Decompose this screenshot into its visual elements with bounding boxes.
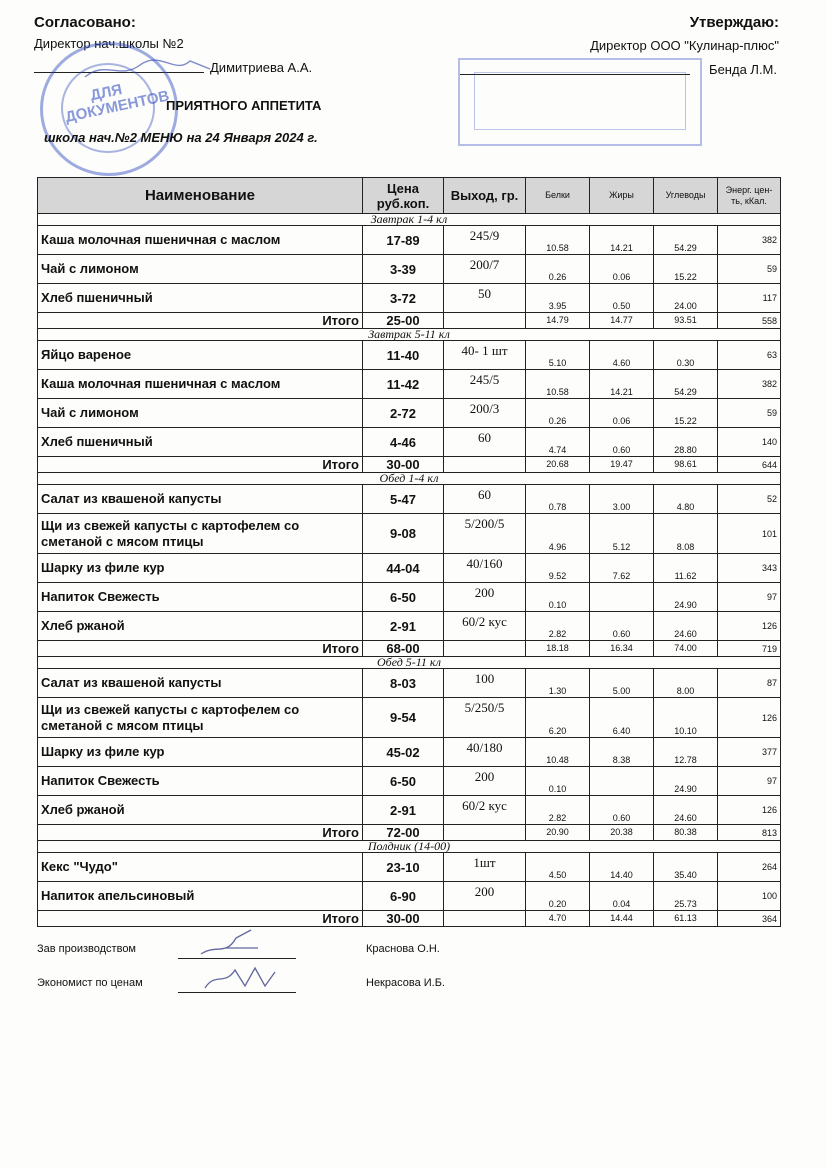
dish-name: Щи из свежей капусты с картофелем со сметаной с мясом птицы bbox=[38, 698, 363, 738]
dish-price: 9-08 bbox=[363, 514, 444, 554]
total-protein: 18.18 bbox=[526, 641, 590, 657]
dish-kcal: 97 bbox=[718, 767, 781, 796]
total-output-empty bbox=[444, 641, 526, 657]
total-fat: 14.44 bbox=[590, 911, 654, 927]
dish-kcal: 87 bbox=[718, 669, 781, 698]
dish-output: 40- 1 шт bbox=[444, 341, 526, 370]
dish-kcal: 101 bbox=[718, 514, 781, 554]
signature-mark bbox=[80, 55, 220, 83]
total-output-empty bbox=[444, 457, 526, 473]
dish-output: 245/9 bbox=[444, 226, 526, 255]
dish-price: 6-50 bbox=[363, 583, 444, 612]
dish-protein: 2.82 bbox=[526, 612, 590, 641]
dish-carbs: 11.62 bbox=[654, 554, 718, 583]
dish-fat: 4.60 bbox=[590, 341, 654, 370]
table-row bbox=[38, 226, 781, 255]
dish-kcal: 100 bbox=[718, 882, 781, 911]
dish-price: 3-72 bbox=[363, 284, 444, 313]
dish-carbs: 54.29 bbox=[654, 226, 718, 255]
table-row bbox=[38, 767, 781, 796]
col-price: Цена руб.коп. bbox=[363, 178, 444, 214]
dish-price: 11-40 bbox=[363, 341, 444, 370]
dish-carbs: 25.73 bbox=[654, 882, 718, 911]
dish-carbs: 4.80 bbox=[654, 485, 718, 514]
dish-output: 100 bbox=[444, 669, 526, 698]
table-row bbox=[38, 882, 781, 911]
dish-fat bbox=[590, 583, 654, 612]
dish-price: 2-91 bbox=[363, 796, 444, 825]
section-title: Завтрак 1-4 кл bbox=[38, 214, 781, 226]
production-label: Зав производством bbox=[37, 943, 136, 955]
total-label: Итого bbox=[38, 457, 363, 473]
dish-protein: 0.26 bbox=[526, 255, 590, 284]
dish-fat: 5.12 bbox=[590, 514, 654, 554]
dish-price: 9-54 bbox=[363, 698, 444, 738]
dish-output: 60 bbox=[444, 485, 526, 514]
dish-output: 1шт bbox=[444, 853, 526, 882]
dish-output: 200 bbox=[444, 767, 526, 796]
dish-name: Кекс "Чудо" bbox=[38, 853, 363, 882]
total-protein: 4.70 bbox=[526, 911, 590, 927]
dish-name: Салат из квашеной капусты bbox=[38, 485, 363, 514]
dish-carbs: 24.90 bbox=[654, 767, 718, 796]
dish-price: 11-42 bbox=[363, 370, 444, 399]
section-title: Завтрак 5-11 кл bbox=[38, 329, 781, 341]
total-output-empty bbox=[444, 911, 526, 927]
total-price: 25-00 bbox=[363, 313, 444, 329]
dish-protein: 4.74 bbox=[526, 428, 590, 457]
dish-fat: 0.06 bbox=[590, 399, 654, 428]
dish-name: Шарку из филе кур bbox=[38, 554, 363, 583]
total-protein: 20.68 bbox=[526, 457, 590, 473]
dish-kcal: 126 bbox=[718, 796, 781, 825]
dish-carbs: 15.22 bbox=[654, 399, 718, 428]
confirm-position: Директор ООО "Кулинар-плюс" bbox=[590, 38, 779, 53]
col-fat: Жиры bbox=[590, 178, 654, 214]
dish-protein: 0.10 bbox=[526, 583, 590, 612]
dish-carbs: 0.30 bbox=[654, 341, 718, 370]
table-row bbox=[38, 669, 781, 698]
total-price: 72-00 bbox=[363, 825, 444, 841]
col-output: Выход, гр. bbox=[444, 178, 526, 214]
total-protein: 14.79 bbox=[526, 313, 590, 329]
dish-carbs: 12.78 bbox=[654, 738, 718, 767]
economist-name: Некрасова И.Б. bbox=[366, 977, 445, 989]
dish-name: Хлеб ржаной bbox=[38, 796, 363, 825]
total-label: Итого bbox=[38, 313, 363, 329]
table-row bbox=[38, 485, 781, 514]
dish-name: Щи из свежей капусты с картофелем со сметаной с мясом птицы bbox=[38, 514, 363, 554]
total-fat: 16.34 bbox=[590, 641, 654, 657]
dish-protein: 4.96 bbox=[526, 514, 590, 554]
dish-output: 5/200/5 bbox=[444, 514, 526, 554]
table-row bbox=[38, 284, 781, 313]
dish-kcal: 377 bbox=[718, 738, 781, 767]
confirm-name: Бенда Л.М. bbox=[709, 62, 777, 77]
production-name: Краснова О.Н. bbox=[366, 943, 440, 955]
dish-fat: 14.21 bbox=[590, 370, 654, 399]
economist-label: Экономист по ценам bbox=[37, 977, 143, 989]
table-row bbox=[38, 796, 781, 825]
section-row bbox=[38, 329, 781, 341]
dish-fat: 5.00 bbox=[590, 669, 654, 698]
dish-fat: 6.40 bbox=[590, 698, 654, 738]
dish-fat: 0.60 bbox=[590, 796, 654, 825]
total-output-empty bbox=[444, 825, 526, 841]
total-price: 30-00 bbox=[363, 911, 444, 927]
table-row bbox=[38, 583, 781, 612]
total-kcal: 644 bbox=[718, 457, 781, 473]
bon-appetit: ПРИЯТНОГО АППЕТИТА bbox=[166, 98, 322, 113]
total-kcal: 364 bbox=[718, 911, 781, 927]
col-carbs: Углеводы bbox=[654, 178, 718, 214]
dish-fat: 14.21 bbox=[590, 226, 654, 255]
dish-kcal: 63 bbox=[718, 341, 781, 370]
dish-fat: 8.38 bbox=[590, 738, 654, 767]
dish-kcal: 343 bbox=[718, 554, 781, 583]
total-price: 68-00 bbox=[363, 641, 444, 657]
dish-price: 6-50 bbox=[363, 767, 444, 796]
dish-carbs: 15.22 bbox=[654, 255, 718, 284]
dish-kcal: 97 bbox=[718, 583, 781, 612]
dish-protein: 0.26 bbox=[526, 399, 590, 428]
economist-signature bbox=[200, 962, 280, 992]
total-fat: 20.38 bbox=[590, 825, 654, 841]
dish-output: 40/180 bbox=[444, 738, 526, 767]
dish-name: Напиток Свежесть bbox=[38, 583, 363, 612]
dish-carbs: 35.40 bbox=[654, 853, 718, 882]
total-output-empty bbox=[444, 313, 526, 329]
dish-protein: 1.30 bbox=[526, 669, 590, 698]
dish-output: 5/250/5 bbox=[444, 698, 526, 738]
col-name: Наименование bbox=[38, 178, 363, 214]
total-label: Итого bbox=[38, 641, 363, 657]
total-fat: 14.77 bbox=[590, 313, 654, 329]
dish-fat: 7.62 bbox=[590, 554, 654, 583]
menu-title: школа нач.№2 МЕНЮ на 24 Января 2024 г. bbox=[44, 130, 318, 145]
dish-output: 40/160 bbox=[444, 554, 526, 583]
dish-price: 17-89 bbox=[363, 226, 444, 255]
dish-kcal: 382 bbox=[718, 226, 781, 255]
rect-stamp bbox=[458, 58, 702, 146]
dish-fat: 0.06 bbox=[590, 255, 654, 284]
total-carbs: 61.13 bbox=[654, 911, 718, 927]
dish-fat: 0.50 bbox=[590, 284, 654, 313]
dish-carbs: 24.60 bbox=[654, 796, 718, 825]
section-row bbox=[38, 214, 781, 226]
dish-fat: 0.60 bbox=[590, 612, 654, 641]
dish-output: 50 bbox=[444, 284, 526, 313]
total-row bbox=[38, 911, 781, 927]
dish-protein: 0.20 bbox=[526, 882, 590, 911]
table-row bbox=[38, 341, 781, 370]
total-carbs: 98.61 bbox=[654, 457, 718, 473]
production-signature bbox=[196, 926, 266, 958]
section-title: Обед 5-11 кл bbox=[38, 657, 781, 669]
total-carbs: 80.38 bbox=[654, 825, 718, 841]
dish-protein: 9.52 bbox=[526, 554, 590, 583]
dish-price: 2-72 bbox=[363, 399, 444, 428]
dish-kcal: 264 bbox=[718, 853, 781, 882]
table-header-row bbox=[38, 178, 781, 214]
dish-kcal: 382 bbox=[718, 370, 781, 399]
menu-table bbox=[37, 177, 781, 927]
col-energy: Энерг. цен-ть, кКал. bbox=[718, 178, 781, 214]
total-label: Итого bbox=[38, 825, 363, 841]
dish-name: Салат из квашеной капусты bbox=[38, 669, 363, 698]
confirm-title: Утверждаю: bbox=[689, 14, 779, 31]
total-kcal: 719 bbox=[718, 641, 781, 657]
dish-name: Напиток апельсиновый bbox=[38, 882, 363, 911]
dish-price: 5-47 bbox=[363, 485, 444, 514]
round-stamp-text: ДЛЯ ДОКУМЕНТОВ bbox=[63, 81, 171, 127]
table-row bbox=[38, 399, 781, 428]
dish-price: 23-10 bbox=[363, 853, 444, 882]
dish-price: 44-04 bbox=[363, 554, 444, 583]
dish-name: Чай с лимоном bbox=[38, 255, 363, 284]
table-row bbox=[38, 428, 781, 457]
table-row bbox=[38, 853, 781, 882]
dish-fat: 3.00 bbox=[590, 485, 654, 514]
dish-output: 60/2 кус bbox=[444, 612, 526, 641]
total-carbs: 93.51 bbox=[654, 313, 718, 329]
approved-position: Директор нач.школы №2 bbox=[34, 36, 184, 51]
table-row bbox=[38, 612, 781, 641]
dish-fat: 0.60 bbox=[590, 428, 654, 457]
dish-carbs: 24.00 bbox=[654, 284, 718, 313]
col-protein: Белки bbox=[526, 178, 590, 214]
section-row bbox=[38, 841, 781, 853]
dish-price: 6-90 bbox=[363, 882, 444, 911]
dish-name: Хлеб пшеничный bbox=[38, 284, 363, 313]
section-title: Обед 1-4 кл bbox=[38, 473, 781, 485]
dish-protein: 0.10 bbox=[526, 767, 590, 796]
dish-protein: 6.20 bbox=[526, 698, 590, 738]
dish-protein: 5.10 bbox=[526, 341, 590, 370]
dish-kcal: 140 bbox=[718, 428, 781, 457]
dish-name: Каша молочная пшеничная с маслом bbox=[38, 226, 363, 255]
dish-kcal: 59 bbox=[718, 255, 781, 284]
section-row bbox=[38, 657, 781, 669]
dish-output: 245/5 bbox=[444, 370, 526, 399]
dish-output: 60/2 кус bbox=[444, 796, 526, 825]
dish-kcal: 59 bbox=[718, 399, 781, 428]
dish-price: 4-46 bbox=[363, 428, 444, 457]
total-fat: 19.47 bbox=[590, 457, 654, 473]
section-title: Полдник (14-00) bbox=[38, 841, 781, 853]
table-row bbox=[38, 698, 781, 738]
dish-protein: 10.58 bbox=[526, 226, 590, 255]
dish-protein: 4.50 bbox=[526, 853, 590, 882]
total-label: Итого bbox=[38, 911, 363, 927]
dish-carbs: 8.08 bbox=[654, 514, 718, 554]
dish-carbs: 10.10 bbox=[654, 698, 718, 738]
dish-protein: 0.78 bbox=[526, 485, 590, 514]
approved-title: Согласовано: bbox=[34, 14, 136, 31]
dish-name: Чай с лимоном bbox=[38, 399, 363, 428]
total-carbs: 74.00 bbox=[654, 641, 718, 657]
dish-name: Хлеб ржаной bbox=[38, 612, 363, 641]
dish-name: Каша молочная пшеничная с маслом bbox=[38, 370, 363, 399]
dish-name: Шарку из филе кур bbox=[38, 738, 363, 767]
total-kcal: 558 bbox=[718, 313, 781, 329]
dish-fat bbox=[590, 767, 654, 796]
dish-output: 200/3 bbox=[444, 399, 526, 428]
table-row bbox=[38, 738, 781, 767]
dish-price: 45-02 bbox=[363, 738, 444, 767]
dish-output: 200 bbox=[444, 583, 526, 612]
table-row bbox=[38, 255, 781, 284]
dish-name: Хлеб пшеничный bbox=[38, 428, 363, 457]
approved-name: Димитриева А.А. bbox=[210, 60, 313, 75]
dish-price: 8-03 bbox=[363, 669, 444, 698]
table-row bbox=[38, 370, 781, 399]
dish-carbs: 28.80 bbox=[654, 428, 718, 457]
dish-output: 200/7 bbox=[444, 255, 526, 284]
table-row bbox=[38, 554, 781, 583]
dish-name: Яйцо вареное bbox=[38, 341, 363, 370]
dish-carbs: 8.00 bbox=[654, 669, 718, 698]
dish-output: 200 bbox=[444, 882, 526, 911]
section-row bbox=[38, 473, 781, 485]
dish-kcal: 52 bbox=[718, 485, 781, 514]
dish-name: Напиток Свежесть bbox=[38, 767, 363, 796]
total-kcal: 813 bbox=[718, 825, 781, 841]
dish-output: 60 bbox=[444, 428, 526, 457]
dish-kcal: 117 bbox=[718, 284, 781, 313]
dish-carbs: 54.29 bbox=[654, 370, 718, 399]
dish-protein: 2.82 bbox=[526, 796, 590, 825]
dish-price: 3-39 bbox=[363, 255, 444, 284]
dish-kcal: 126 bbox=[718, 698, 781, 738]
table-row bbox=[38, 514, 781, 554]
dish-protein: 10.58 bbox=[526, 370, 590, 399]
dish-fat: 0.04 bbox=[590, 882, 654, 911]
dish-carbs: 24.60 bbox=[654, 612, 718, 641]
dish-fat: 14.40 bbox=[590, 853, 654, 882]
dish-carbs: 24.90 bbox=[654, 583, 718, 612]
dish-protein: 10.48 bbox=[526, 738, 590, 767]
dish-kcal: 126 bbox=[718, 612, 781, 641]
total-price: 30-00 bbox=[363, 457, 444, 473]
total-protein: 20.90 bbox=[526, 825, 590, 841]
dish-price: 2-91 bbox=[363, 612, 444, 641]
dish-protein: 3.95 bbox=[526, 284, 590, 313]
